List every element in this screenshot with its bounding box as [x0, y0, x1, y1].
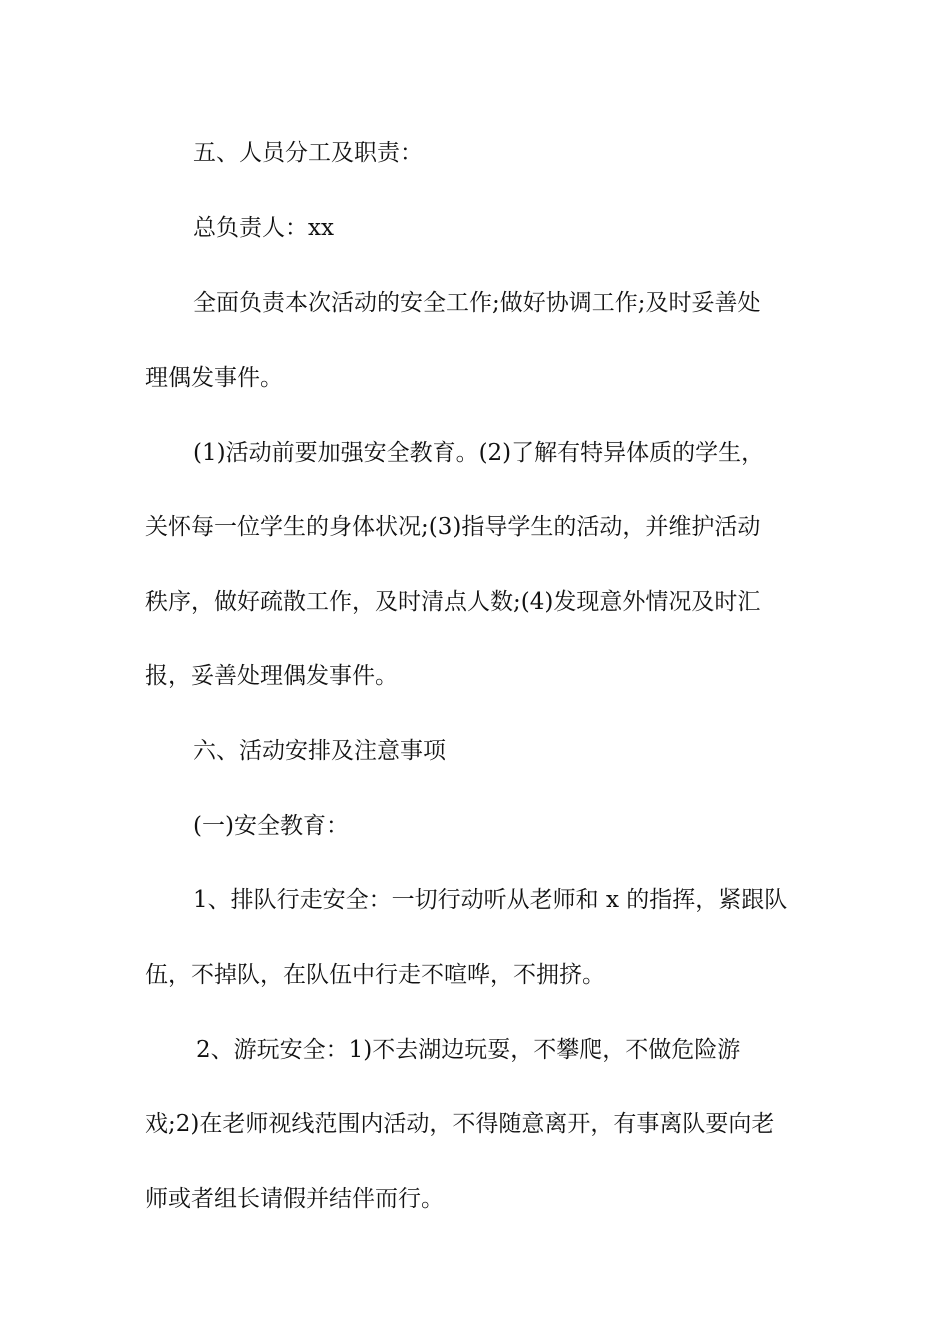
paragraph-line: 总负责人：xx	[193, 215, 334, 241]
paragraph-line: 师或者组长请假并结伴而行。	[145, 1186, 444, 1212]
paragraph-line: 1、排队行走安全：一切行动听从老师和 x 的指挥，紧跟队	[193, 887, 788, 913]
paragraph-line: 全面负责本次活动的安全工作;做好协调工作;及时妥善处	[193, 290, 761, 316]
section-heading-5: 五、人员分工及职责：	[193, 140, 423, 166]
subsection-heading: (一)安全教育：	[193, 813, 349, 839]
paragraph-line: 2、游玩安全：1)不去湖边玩耍，不攀爬，不做危险游	[196, 1037, 741, 1063]
section-heading-6: 六、活动安排及注意事项	[193, 738, 446, 764]
paragraph-line: 戏;2)在老师视线范围内活动，不得随意离开，有事离队要向老	[145, 1111, 775, 1137]
paragraph-line: 报，妥善处理偶发事件。	[145, 663, 398, 689]
paragraph-line: 伍，不掉队，在队伍中行走不喧哗，不拥挤。	[145, 962, 605, 988]
paragraph-line: 理偶发事件。	[145, 365, 283, 391]
paragraph-line: (1)活动前要加强安全教育。(2)了解有特异体质的学生，	[193, 440, 765, 466]
paragraph-line: 秩序，做好疏散工作，及时清点人数;(4)发现意外情况及时汇	[145, 589, 761, 615]
paragraph-line: 关怀每一位学生的身体状况;(3)指导学生的活动，并维护活动	[145, 514, 761, 540]
